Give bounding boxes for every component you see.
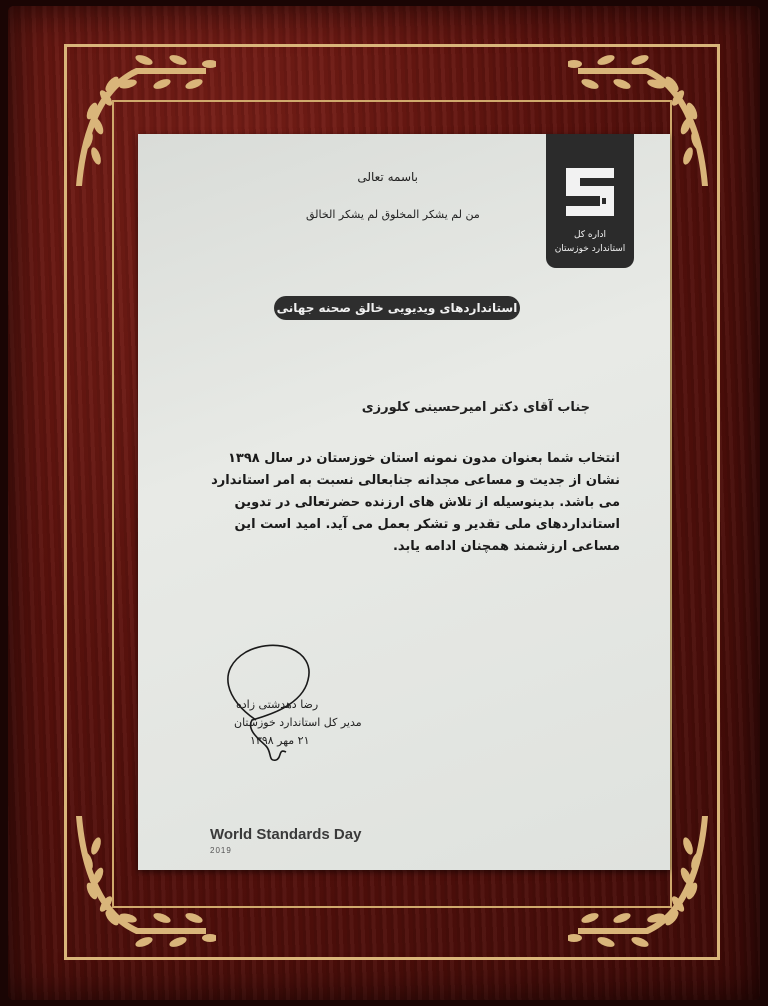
world-standards-day-year: 2019 bbox=[210, 846, 232, 855]
certificate-body bbox=[211, 448, 620, 558]
theme-pill: استانداردهای ویدیویی خالق صحنه جهانی bbox=[274, 296, 520, 320]
isiri-logo-icon bbox=[560, 162, 620, 222]
certificate-paper bbox=[138, 134, 670, 870]
logo-text-line1: اداره کل bbox=[573, 230, 607, 240]
signatory-title: مدیر کل استاندارد خوزستان bbox=[234, 716, 362, 729]
logo-box bbox=[546, 134, 634, 268]
invocation-text: باسمه تعالی bbox=[357, 170, 418, 184]
body-line: استانداردهای ملی تقدیر و تشکر بعمل می آید. امید است این bbox=[234, 517, 620, 532]
signatory-name: رضا دهدشتی زاده bbox=[236, 698, 319, 711]
quote-text: من لم یشکر المخلوق لم یشکر الخالق bbox=[306, 208, 480, 221]
body-line: نشان از جدیت و مساعی مجدانه جنابعالی نسبت به امر استاندارد bbox=[211, 473, 620, 488]
world-standards-day-label: World Standards Day bbox=[210, 826, 362, 843]
signature-date: ۲۱ مهر ۱۳۹۸ bbox=[250, 734, 310, 747]
body-line: مساعی ارزشمند همچنان ادامه یابد. bbox=[392, 539, 620, 554]
recipient-name: جناب آقای دکتر امیرحسینی کلورزی bbox=[361, 400, 590, 415]
body-line: می باشد. بدینوسیله از تلاش های ارزنده حضرتعالی در تدوین bbox=[234, 495, 620, 510]
wooden-plaque bbox=[8, 6, 760, 1000]
body-line: انتخاب شما بعنوان مدون نمونه استان خوزستان در سال ۱۳۹۸ bbox=[228, 451, 620, 466]
logo-text-line2: استاندارد خوزستان bbox=[554, 244, 626, 254]
